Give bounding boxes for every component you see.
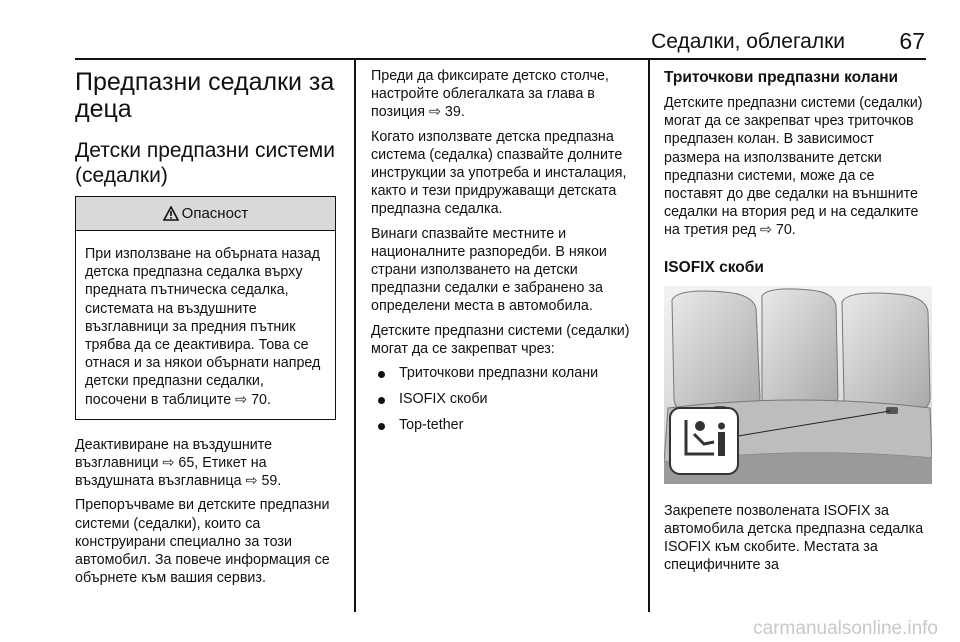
paragraph: Когато използвате детска предпазна система (седалка) спазвайте долните инструкции за употреба и инсталация, както и тези придружаващи детската предпазна седалка. [371, 128, 627, 218]
paragraph: Детските предпазни системи (седалки) могат да се закрепват чрез: [371, 322, 630, 357]
section-title: Седалки, облегалки [651, 30, 845, 53]
section-heading: Предпазни седалки за деца [75, 68, 335, 123]
column-1 [75, 60, 337, 593]
paragraph: Препоръчваме ви детските предпазни системи (седалки), които са конструирани специално за този автомобил. За повече информация се обърнете към вашия сервиз. [75, 497, 330, 587]
column-3 [664, 60, 932, 580]
column-divider-1 [354, 60, 356, 612]
subsection-heading: ISOFIX скоби [664, 258, 764, 276]
paragraph: Детските предпазни системи (седалки) могат да се закрепват чрез триточков предпазен колан. В зависимост размера на използваните детски предпазни системи, може да се поставят до две седалки на външните седалки на втория ред и на седалките на третия ред ⇨ 70. [664, 95, 923, 239]
paragraph: Винаги спазвайте местните и националните разпоредби. В някои страни използването на детски предпазни седалки е забранено за определени места в автомобила. [371, 225, 607, 315]
list-item: Триточкови предпазни колани [371, 364, 634, 382]
bullet-icon [378, 397, 385, 404]
subsection-heading: Триточкови предпазни колани [664, 69, 899, 86]
list-item: Top-tether [371, 416, 634, 434]
page-header [75, 24, 927, 58]
warning-triangle-icon [163, 206, 179, 221]
isofix-child-seat-icon [670, 408, 738, 474]
paragraph: Деактивиране на въздушните възглавници ⇨ 65, Етикет на въздушната възглавница ⇨ 59. [75, 436, 282, 490]
warning-title: Опасност [181, 205, 249, 222]
bullet-icon [378, 423, 385, 430]
bullet-icon [378, 371, 385, 378]
warning-body [76, 231, 335, 419]
warning-header [76, 197, 335, 231]
list-item: ISOFIX скоби [371, 390, 634, 408]
isofix-seat-illustration [664, 286, 932, 484]
paragraph: Закрепете позволената ISOFIX за автомобила детска предпазна седалка ISOFIX към скобите. Местата за специфичните за [664, 502, 924, 574]
paragraph: Преди да фиксирате детско столче, настройте облегалката за глава в позиция ⇨ 39. [371, 68, 609, 121]
warning-text: При използване на обърната назад детска предпазна седалка върху предната пътническа седалка, системата на въздушните възглавници за предния пътник трябва да се деактивира. Това се отнася и за някои обърнати напред детски предпазни седалки, посочени в таблиците ⇨ 70. [85, 246, 321, 408]
watermark: carmanualsonline.info [753, 618, 938, 639]
mounting-list [371, 364, 634, 435]
subsection-heading: Детски предпазни системи (седалки) [75, 139, 335, 187]
warning-box [75, 196, 336, 420]
column-2 [371, 60, 634, 443]
page-number: 67 [899, 28, 925, 54]
column-divider-2 [648, 60, 650, 612]
